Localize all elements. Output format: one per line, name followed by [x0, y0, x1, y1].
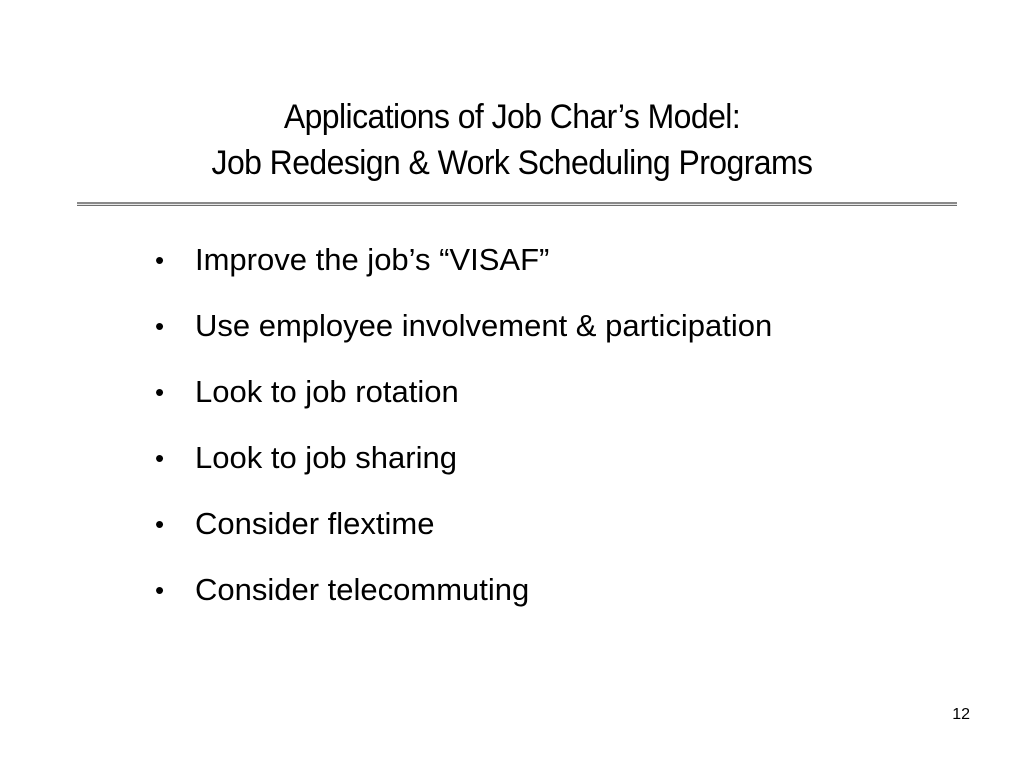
bullet-text: Use employee involvement & participation — [195, 308, 773, 343]
title-divider — [77, 202, 957, 206]
bullet-icon: • — [155, 509, 165, 539]
bullet-text: Look to job sharing — [195, 440, 457, 475]
bullet-text: Consider telecommuting — [195, 572, 530, 607]
title-line-1: Applications of Job Char’s Model: — [283, 98, 741, 136]
slide-title — [31, 94, 994, 186]
bullet-icon: • — [155, 575, 165, 605]
title-line-2: Job Redesign & Work Scheduling Programs — [211, 144, 813, 182]
bullet-text: Consider flextime — [195, 506, 435, 541]
bullet-icon: • — [155, 377, 165, 407]
bullet-text: Look to job rotation — [195, 374, 459, 409]
bullet-icon: • — [155, 311, 165, 341]
bullet-icon: • — [155, 245, 165, 275]
bullet-icon: • — [155, 443, 165, 473]
bullet-text: Improve the job’s “VISAF” — [195, 242, 550, 277]
page-number: 12 — [952, 706, 970, 723]
